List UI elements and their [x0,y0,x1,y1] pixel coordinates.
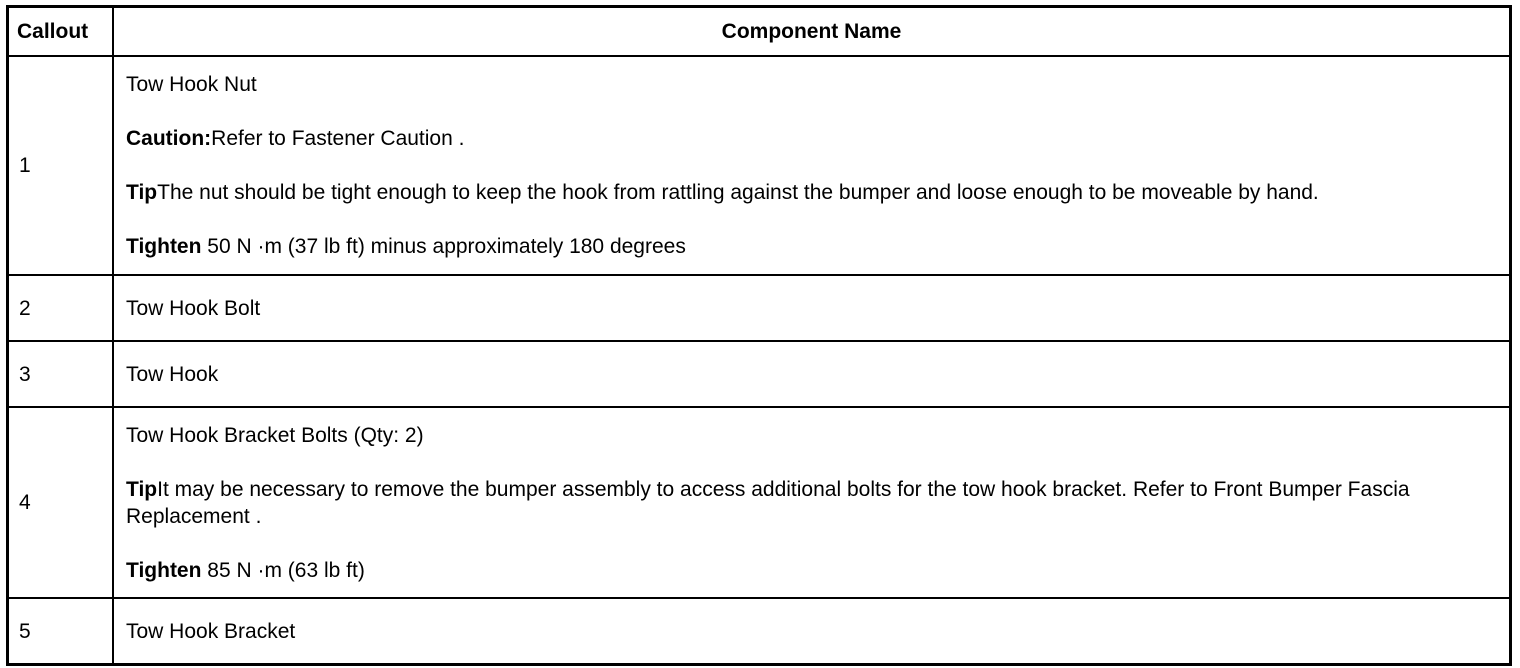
table-row [9,275,1509,341]
caution-note [126,125,1497,152]
component-name-column-header: Component Name [113,8,1509,56]
components-table-frame [6,5,1512,666]
component-cell [113,275,1509,341]
callout-cell: 2 [9,275,113,341]
component-title: Tow Hook Bracket [126,619,296,643]
tip-label: Tip [126,477,158,501]
tip-label: Tip [126,181,158,205]
callout-column-header: Callout [9,8,113,56]
callout-cell: 1 [9,56,113,275]
tip-text: The nut should be tight enough to keep the hook from rattling against the bumper and loose enough to be moveable by hand. [157,181,1319,205]
tighten-spec [126,557,1497,584]
tip-text: It may be necessary to remove the bumper assembly to access additional bolts for the tow hook bracket. Refer to Front Bumper Fascia Replacement . [126,477,1410,528]
table-row [9,598,1509,663]
component-cell [113,407,1509,598]
component-title: Tow Hook Bolt [126,296,261,320]
caution-text: Refer to Fastener Caution . [211,127,465,151]
callout-cell: 5 [9,598,113,663]
tighten-label: Tighten [126,235,202,259]
tip-note [126,476,1497,530]
table-header-row [9,8,1509,56]
table-row [9,407,1509,598]
component-title: Tow Hook Nut [126,73,257,97]
tighten-spec [126,233,1497,260]
caution-label: Caution: [126,127,212,151]
component-cell [113,56,1509,275]
tighten-text: 85 N ·m (63 lb ft) [201,558,365,582]
tighten-label: Tighten [126,558,202,582]
tip-note [126,179,1497,206]
component-title: Tow Hook Bracket Bolts (Qty: 2) [126,423,424,447]
component-cell [113,598,1509,663]
callout-cell: 4 [9,407,113,598]
component-title: Tow Hook [126,362,219,386]
components-table [9,8,1509,663]
tighten-text: 50 N ·m (37 lb ft) minus approximately 180 degrees [201,235,686,259]
callout-cell: 3 [9,341,113,407]
table-row [9,341,1509,407]
component-cell [113,341,1509,407]
table-row [9,56,1509,275]
